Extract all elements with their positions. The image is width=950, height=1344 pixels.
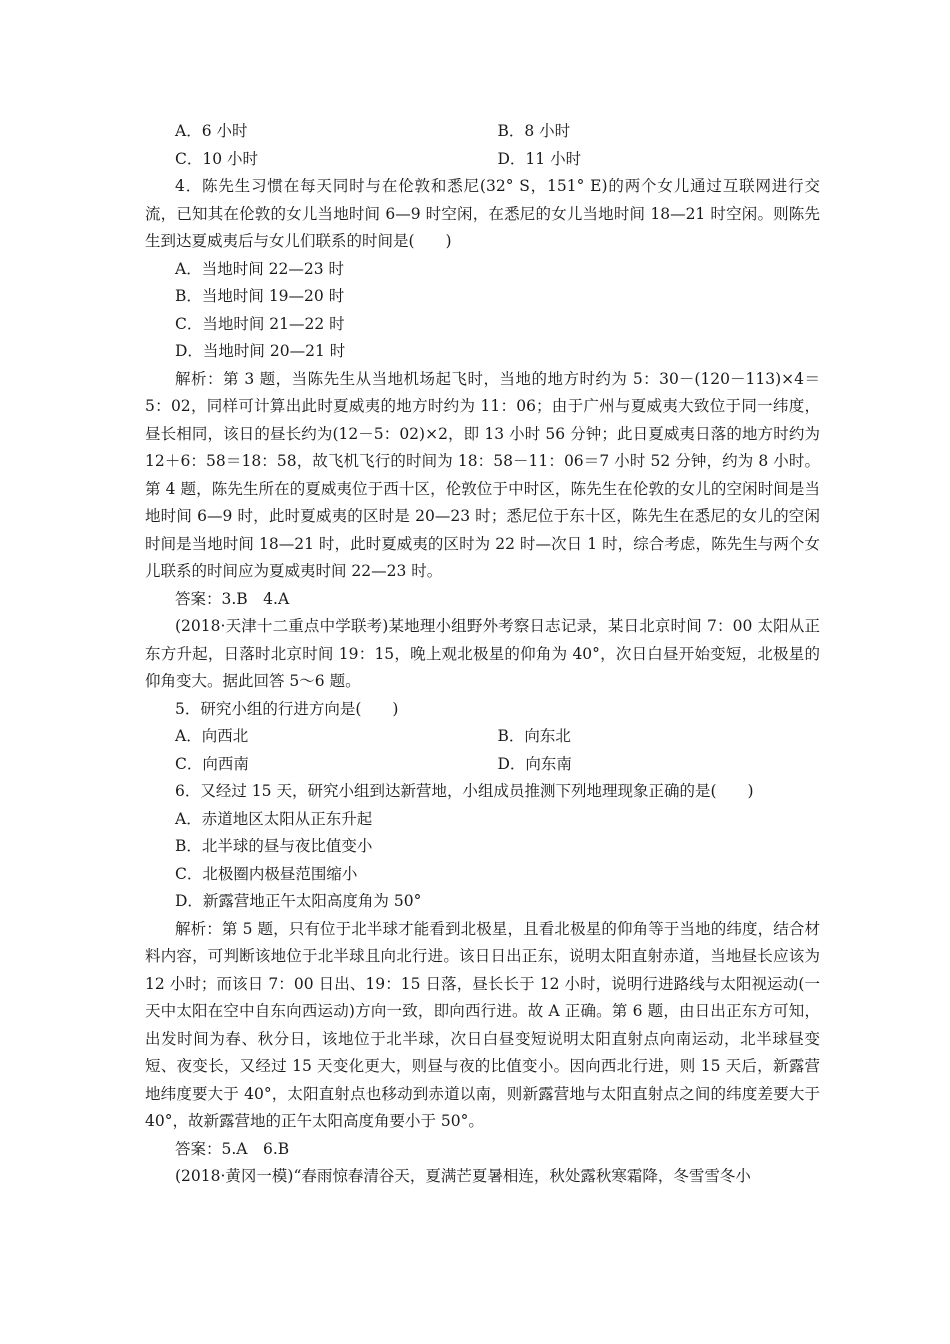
q4-option-a: A．当地时间 22—23 时 [175,259,344,278]
q5-options-row-1 [145,723,820,751]
q5-option-a: A．向西北 [175,727,249,745]
document-page [145,118,820,1191]
q3-option-d: D．11 小时 [497,149,582,168]
analysis-3-4: 解析：第 3 题，当陈先生从当地机场起飞时，当地的地方时约为 5：30－(120－113)×4＝5：02，同样可计算出此时夏威夷的地方时约为 11：06；由于广州与夏威夷大致位于同一纬度，昼长相同，该日的昼长约为(12－5：02)×2，即 13 小时 56 分钟；此日夏威夷日落的地方时约为 12＋6：58＝18：58，故飞机飞行的时间为 18：58－11：06＝7 小时 52 分钟，约为 8 小时。第 4 题，陈先生所在的夏威夷位于西十区，伦敦位于中时区，陈先生在伦敦的女儿的空闲时间是当地时间 6—9 时，此时夏威夷的区时是 20—23 时；悉尼位于东十区，陈先生在悉尼的女儿的空闲时间是当地时间 18—21 时，此时夏威夷的区时为 22 时—次日 1 时，综合考虑，陈先生与两个女儿联系的时间应为夏威夷时间 22—23 时。 [145,369,821,580]
answer-3-4: 答案：3.B 4.A [175,589,290,608]
q4-stem: 4．陈先生习惯在每天同时与在伦敦和悉尼(32° S，151° E)的两个女儿通过互联网进行交流，已知其在伦敦的女儿当地时间 6—9 时空闲，在悉尼的女儿当地时间 18—21 时空闲。则陈先生到达夏威夷后与女儿们联系的时间是( ) [145,177,820,250]
q3-option-a: A．6 小时 [175,122,248,140]
q5-option-b: B．向东北 [497,727,571,745]
q3-options-row-2 [145,146,820,174]
answer-5-6: 答案：5.A 6.B [175,1139,290,1158]
q6-option-d: D．新露营地正午太阳高度角为 50° [175,892,422,910]
q6-option-b: B．北半球的昼与夜比值变小 [175,837,373,855]
q3-option-c: C．10 小时 [175,149,259,168]
q4-option-d: D．当地时间 20—21 时 [175,342,346,360]
q4-option-b: B．当地时间 19—20 时 [175,287,345,305]
material-next: (2018·黄冈一模)“春雨惊春清谷天，夏满芒夏暑相连，秋处露秋寒霜降，冬雪雪冬小 [175,1167,751,1185]
q3-options-row-1 [145,118,820,146]
q5-stem: 5．研究小组的行进方向是( ) [175,699,399,718]
q5-option-c: C．向西南 [175,754,249,773]
q4-option-c: C．当地时间 21—22 时 [175,314,345,333]
q3-option-b: B．8 小时 [497,122,571,140]
q6-stem: 6．又经过 15 天，研究小组到达新营地，小组成员推测下列地理现象正确的是( ) [175,782,754,800]
q5-option-d: D．向东南 [497,754,572,773]
q6-option-a: A．赤道地区太阳从正东升起 [175,809,373,828]
analysis-5-6: 解析：第 5 题，只有位于北半球才能看到北极星，且看北极星的仰角等于当地的纬度，结合材料内容，可判断该地位于北半球且向北行进。该日日出正东，说明太阳直射赤道，当地昼长应该为 12 小时；而该日 7：00 日出、19：15 日落，昼长长于 12 小时，说明行进路线与太阳视运动(一天中太阳在空中自东向西运动)方向一致，即向西行进。故 A 正确。第 6 题，由日出正东方可知，出发时间为春、秋分日，该地位于北半球，次日白昼变短说明太阳直射点向南运动，北半球昼变短、夜变长，又经过 15 天变化更大，则昼与夜的比值变小。因向西北行进，则 15 天后，新露营地纬度要大于 40°，太阳直射点也移动到赤道以南，则新露营地与太阳直射点之间的纬度差要大于 40°，故新露营地的正午太阳高度角要小于 50°。 [145,919,820,1130]
material-5-6: (2018·天津十二重点中学联考)某地理小组野外考察日志记录，某日北京时间 7：00 太阳从正东方升起，日落时北京时间 19：15，晚上观北极星的仰角为 40°，次日白昼开始变短，北极星的仰角变大。据此回答 5～6 题。 [145,617,820,690]
q6-option-c: C．北极圈内极昼范围缩小 [175,864,358,883]
q5-options-row-2 [145,751,820,779]
